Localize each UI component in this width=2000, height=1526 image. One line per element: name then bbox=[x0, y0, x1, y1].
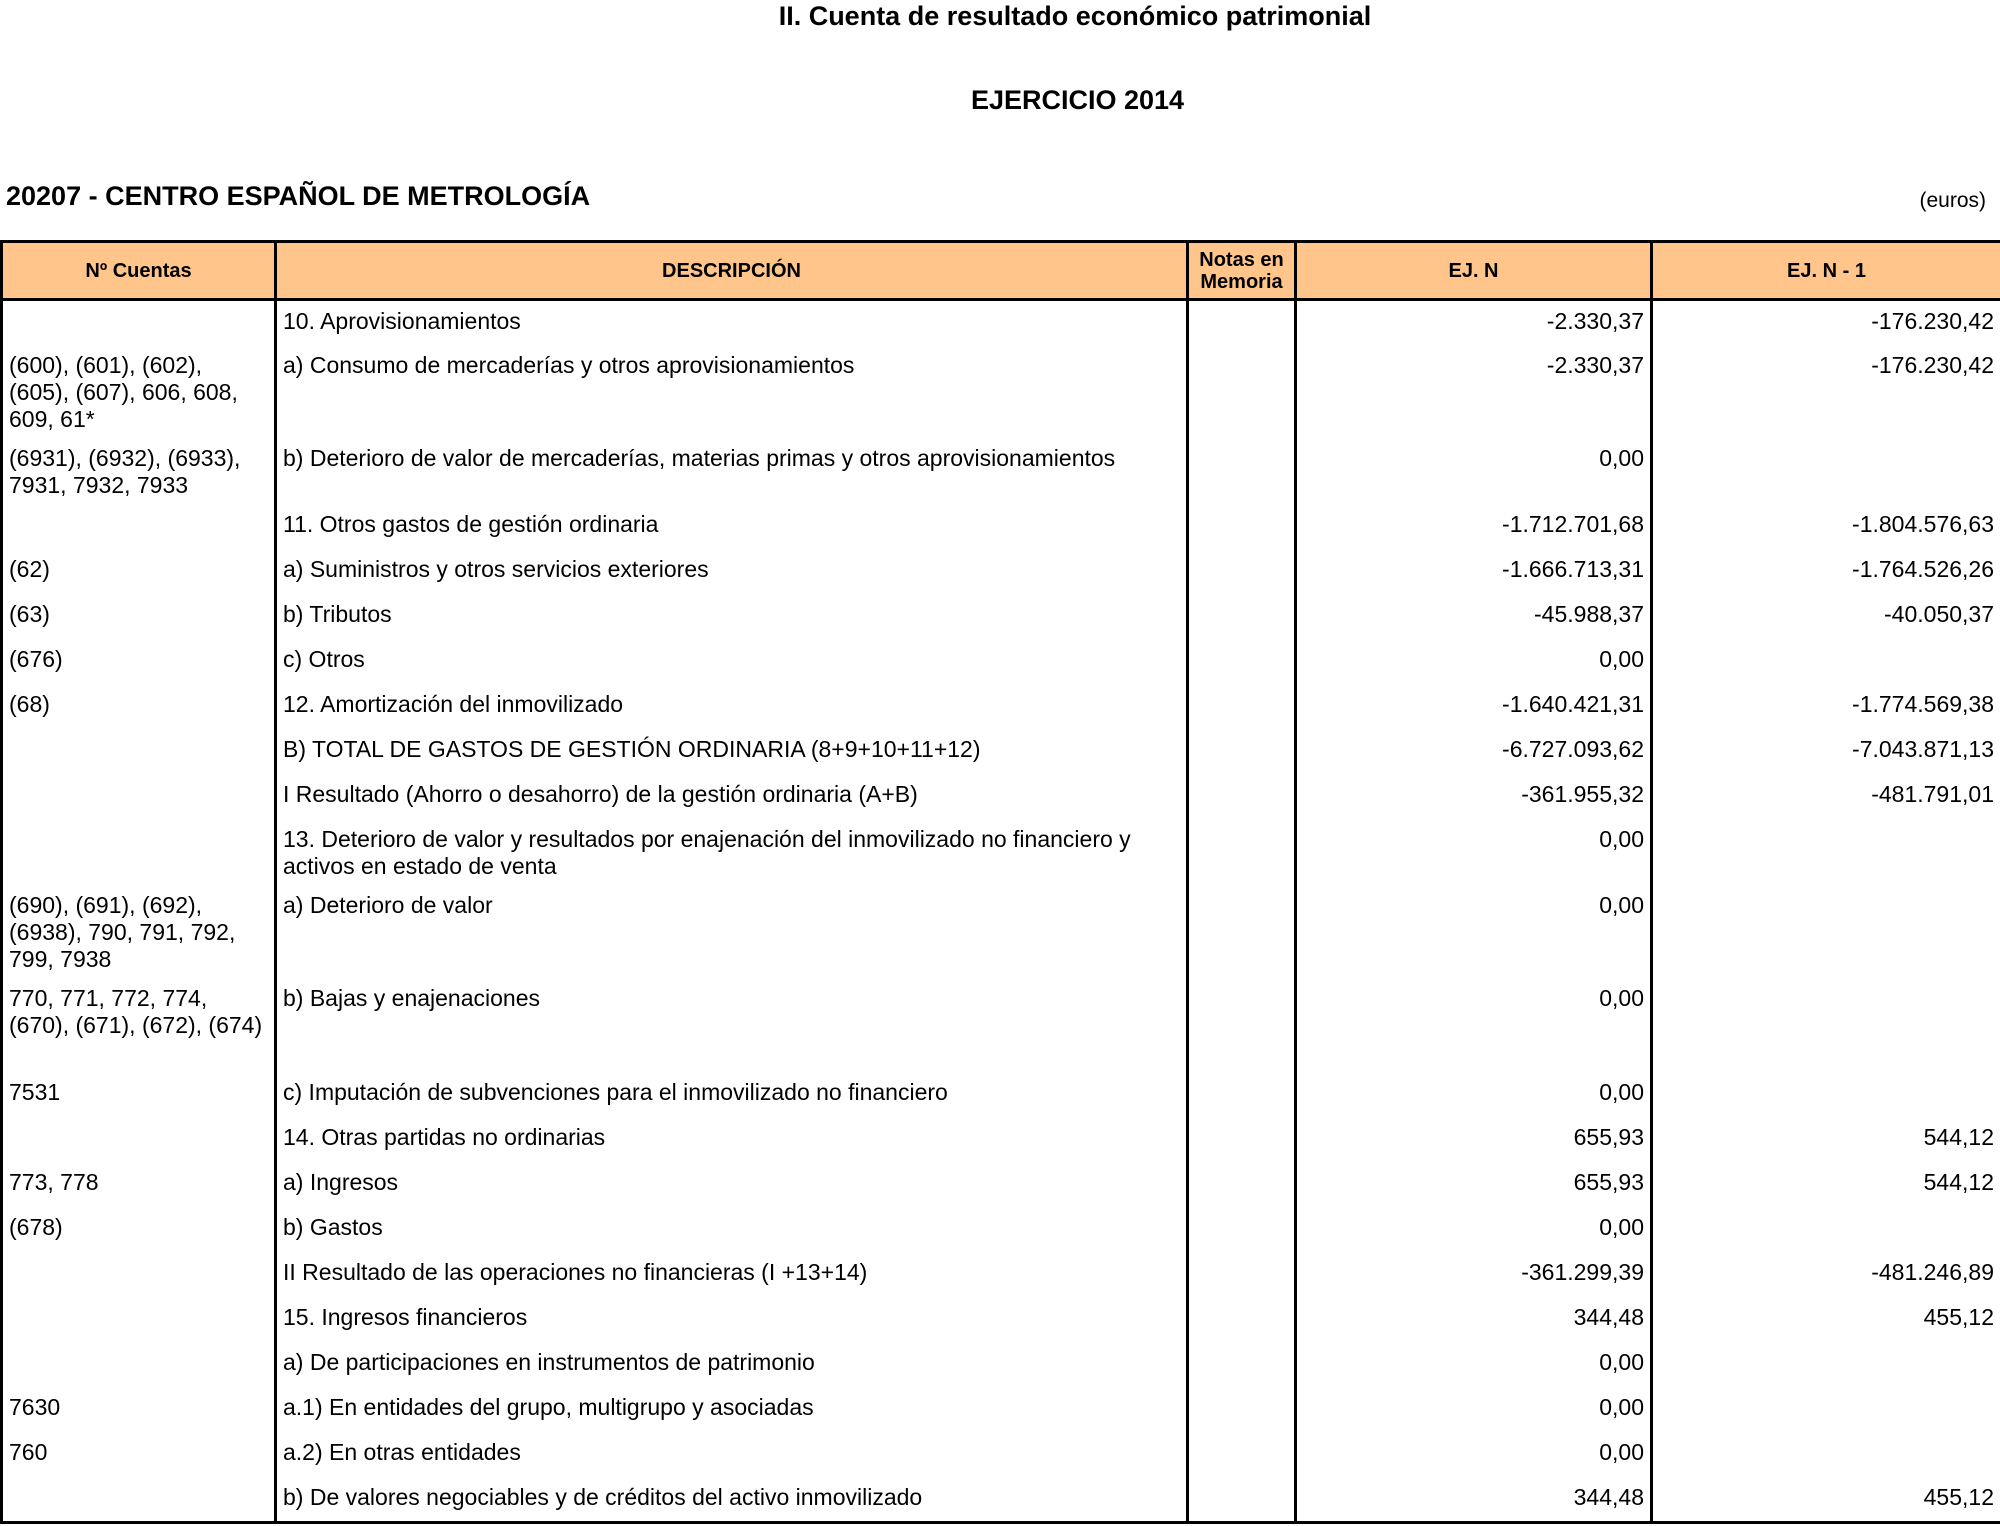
description-cell: I Resultado (Ahorro o desahorro) de la gestión ordinaria (A+B) bbox=[276, 774, 1188, 819]
description-cell: B) TOTAL DE GASTOS DE GESTIÓN ORDINARIA (8+9+10+11+12) bbox=[276, 729, 1188, 774]
current-year-amount-cell: 0,00 bbox=[1296, 978, 1652, 1071]
table-row bbox=[2, 438, 2000, 504]
previous-year-amount-cell: -7.043.871,13 bbox=[1652, 729, 2000, 774]
current-year-amount-cell: 655,93 bbox=[1296, 1162, 1652, 1207]
notes-cell bbox=[1188, 819, 1296, 885]
current-year-amount-cell: 0,00 bbox=[1296, 819, 1652, 885]
table-row bbox=[2, 594, 2000, 639]
previous-year-amount-cell bbox=[1652, 885, 2000, 978]
column-header-description: DESCRIPCIÓN bbox=[276, 242, 1188, 300]
table-row bbox=[2, 885, 2000, 978]
account-codes-cell bbox=[2, 1117, 276, 1162]
table-row bbox=[2, 1387, 2000, 1432]
description-cell: b) De valores negociables y de créditos del activo inmovilizado bbox=[276, 1477, 1188, 1522]
previous-year-amount-cell: 455,12 bbox=[1652, 1297, 2000, 1342]
table-row bbox=[2, 1342, 2000, 1387]
current-year-amount-cell: 344,48 bbox=[1296, 1477, 1652, 1522]
account-codes-cell: (690), (691), (692), (6938), 790, 791, 792, 799, 7938 bbox=[2, 885, 276, 978]
notes-cell bbox=[1188, 639, 1296, 684]
description-cell: a) Deterioro de valor bbox=[276, 885, 1188, 978]
table-row bbox=[2, 1072, 2000, 1117]
account-codes-cell: (63) bbox=[2, 594, 276, 639]
account-codes-cell bbox=[2, 774, 276, 819]
current-year-amount-cell: 0,00 bbox=[1296, 639, 1652, 684]
notes-cell bbox=[1188, 504, 1296, 549]
table-row bbox=[2, 729, 2000, 774]
previous-year-amount-cell: -1.804.576,63 bbox=[1652, 504, 2000, 549]
description-cell: 11. Otros gastos de gestión ordinaria bbox=[276, 504, 1188, 549]
notes-cell bbox=[1188, 1297, 1296, 1342]
table-row bbox=[2, 1297, 2000, 1342]
description-cell: a) Ingresos bbox=[276, 1162, 1188, 1207]
previous-year-amount-cell: -40.050,37 bbox=[1652, 594, 2000, 639]
description-cell: b) Tributos bbox=[276, 594, 1188, 639]
description-cell: b) Bajas y enajenaciones bbox=[276, 978, 1188, 1071]
notes-cell bbox=[1188, 345, 1296, 438]
previous-year-amount-cell: -481.791,01 bbox=[1652, 774, 2000, 819]
account-codes-cell bbox=[2, 729, 276, 774]
current-year-amount-cell: 655,93 bbox=[1296, 1117, 1652, 1162]
table-row bbox=[2, 819, 2000, 885]
previous-year-amount-cell bbox=[1652, 1432, 2000, 1477]
description-cell: a) Consumo de mercaderías y otros aprovisionamientos bbox=[276, 345, 1188, 438]
entity-title: 20207 - CENTRO ESPAÑOL DE METROLOGÍA bbox=[6, 181, 591, 211]
notes-cell bbox=[1188, 1207, 1296, 1252]
previous-year-amount-cell: 544,12 bbox=[1652, 1117, 2000, 1162]
notes-cell bbox=[1188, 885, 1296, 978]
description-cell: 15. Ingresos financieros bbox=[276, 1297, 1188, 1342]
column-header-accounts: Nº Cuentas bbox=[2, 242, 276, 300]
account-codes-cell: (6931), (6932), (6933), 7931, 7932, 7933 bbox=[2, 438, 276, 504]
previous-year-amount-cell bbox=[1652, 1342, 2000, 1387]
income-statement-table bbox=[0, 240, 2000, 1524]
previous-year-amount-cell: -481.246,89 bbox=[1652, 1252, 2000, 1297]
description-cell: 14. Otras partidas no ordinarias bbox=[276, 1117, 1188, 1162]
current-year-amount-cell: -1.666.713,31 bbox=[1296, 549, 1652, 594]
table-row bbox=[2, 1252, 2000, 1297]
notes-cell bbox=[1188, 684, 1296, 729]
table-row bbox=[2, 1207, 2000, 1252]
current-year-amount-cell: 0,00 bbox=[1296, 1342, 1652, 1387]
previous-year-amount-cell bbox=[1652, 438, 2000, 504]
description-cell: 10. Aprovisionamientos bbox=[276, 300, 1188, 345]
notes-cell bbox=[1188, 1117, 1296, 1162]
account-codes-cell: (600), (601), (602), (605), (607), 606, 608, 609, 61* bbox=[2, 345, 276, 438]
description-cell: II Resultado de las operaciones no financieras (I +13+14) bbox=[276, 1252, 1188, 1297]
current-year-amount-cell: 0,00 bbox=[1296, 438, 1652, 504]
previous-year-amount-cell bbox=[1652, 1387, 2000, 1432]
account-codes-cell: 7531 bbox=[2, 1072, 276, 1117]
current-year-amount-cell: 0,00 bbox=[1296, 1207, 1652, 1252]
column-header-notes: Notas en Memoria bbox=[1188, 242, 1296, 300]
account-codes-cell: (62) bbox=[2, 549, 276, 594]
table-row bbox=[2, 1477, 2000, 1522]
current-year-amount-cell: -2.330,37 bbox=[1296, 345, 1652, 438]
notes-cell bbox=[1188, 1072, 1296, 1117]
notes-cell bbox=[1188, 1387, 1296, 1432]
notes-cell bbox=[1188, 978, 1296, 1071]
description-cell: c) Imputación de subvenciones para el inmovilizado no financiero bbox=[276, 1072, 1188, 1117]
previous-year-amount-cell: -1.774.569,38 bbox=[1652, 684, 2000, 729]
description-cell: a.2) En otras entidades bbox=[276, 1432, 1188, 1477]
previous-year-amount-cell bbox=[1652, 1072, 2000, 1117]
notes-cell bbox=[1188, 774, 1296, 819]
account-codes-cell bbox=[2, 1252, 276, 1297]
table-row bbox=[2, 774, 2000, 819]
previous-year-amount-cell: -176.230,42 bbox=[1652, 345, 2000, 438]
description-cell: a.1) En entidades del grupo, multigrupo y asociadas bbox=[276, 1387, 1188, 1432]
notes-cell bbox=[1188, 438, 1296, 504]
current-year-amount-cell: -1.640.421,31 bbox=[1296, 684, 1652, 729]
table-row bbox=[2, 300, 2000, 345]
current-year-amount-cell: 0,00 bbox=[1296, 1387, 1652, 1432]
table-row bbox=[2, 345, 2000, 438]
description-cell: c) Otros bbox=[276, 639, 1188, 684]
notes-cell bbox=[1188, 1162, 1296, 1207]
report-title: II. Cuenta de resultado económico patrimonial bbox=[778, 1, 1372, 31]
account-codes-cell: (678) bbox=[2, 1207, 276, 1252]
account-codes-cell bbox=[2, 1342, 276, 1387]
previous-year-amount-cell bbox=[1652, 819, 2000, 885]
account-codes-cell bbox=[2, 1297, 276, 1342]
table-row bbox=[2, 978, 2000, 1071]
notes-cell bbox=[1188, 300, 1296, 345]
previous-year-amount-cell: -176.230,42 bbox=[1652, 300, 2000, 345]
current-year-amount-cell: -2.330,37 bbox=[1296, 300, 1652, 345]
table-row bbox=[2, 684, 2000, 729]
previous-year-amount-cell: 544,12 bbox=[1652, 1162, 2000, 1207]
current-year-amount-cell: 0,00 bbox=[1296, 885, 1652, 978]
account-codes-cell: 770, 771, 772, 774, (670), (671), (672), (674) bbox=[2, 978, 276, 1071]
account-codes-cell: (676) bbox=[2, 639, 276, 684]
column-header-previous-year: EJ. N - 1 bbox=[1652, 242, 2000, 300]
table-row bbox=[2, 1432, 2000, 1477]
current-year-amount-cell: -6.727.093,62 bbox=[1296, 729, 1652, 774]
current-year-amount-cell: -361.955,32 bbox=[1296, 774, 1652, 819]
table-row bbox=[2, 549, 2000, 594]
current-year-amount-cell: 0,00 bbox=[1296, 1432, 1652, 1477]
table-row bbox=[2, 639, 2000, 684]
description-cell: b) Deterioro de valor de mercaderías, materias primas y otros aprovisionamientos bbox=[276, 438, 1188, 504]
table-body bbox=[2, 300, 2000, 1523]
current-year-amount-cell: -45.988,37 bbox=[1296, 594, 1652, 639]
description-cell: 13. Deterioro de valor y resultados por enajenación del inmovilizado no financiero y activos en estado de venta bbox=[276, 819, 1188, 885]
description-cell: a) De participaciones en instrumentos de patrimonio bbox=[276, 1342, 1188, 1387]
previous-year-amount-cell: -1.764.526,26 bbox=[1652, 549, 2000, 594]
table-row bbox=[2, 504, 2000, 549]
previous-year-amount-cell bbox=[1652, 639, 2000, 684]
notes-cell bbox=[1188, 1252, 1296, 1297]
previous-year-amount-cell bbox=[1652, 1207, 2000, 1252]
current-year-amount-cell: 0,00 bbox=[1296, 1072, 1652, 1117]
current-year-amount-cell: -1.712.701,68 bbox=[1296, 504, 1652, 549]
notes-cell bbox=[1188, 1342, 1296, 1387]
account-codes-cell: 773, 778 bbox=[2, 1162, 276, 1207]
current-year-amount-cell: 344,48 bbox=[1296, 1297, 1652, 1342]
table-header-row bbox=[2, 242, 2000, 300]
fiscal-year-title: EJERCICIO 2014 bbox=[970, 85, 1185, 115]
table-row bbox=[2, 1117, 2000, 1162]
account-codes-cell: (68) bbox=[2, 684, 276, 729]
account-codes-cell bbox=[2, 504, 276, 549]
previous-year-amount-cell: 455,12 bbox=[1652, 1477, 2000, 1522]
notes-cell bbox=[1188, 549, 1296, 594]
account-codes-cell bbox=[2, 819, 276, 885]
description-cell: b) Gastos bbox=[276, 1207, 1188, 1252]
account-codes-cell: 7630 bbox=[2, 1387, 276, 1432]
notes-cell bbox=[1188, 1477, 1296, 1522]
previous-year-amount-cell bbox=[1652, 978, 2000, 1071]
account-codes-cell bbox=[2, 1477, 276, 1522]
description-cell: 12. Amortización del inmovilizado bbox=[276, 684, 1188, 729]
column-header-current-year: EJ. N bbox=[1296, 242, 1652, 300]
notes-cell bbox=[1188, 1432, 1296, 1477]
description-cell: a) Suministros y otros servicios exteriores bbox=[276, 549, 1188, 594]
account-codes-cell bbox=[2, 300, 276, 345]
currency-units: (euros) bbox=[1919, 189, 1986, 212]
table-row bbox=[2, 1162, 2000, 1207]
notes-cell bbox=[1188, 729, 1296, 774]
current-year-amount-cell: -361.299,39 bbox=[1296, 1252, 1652, 1297]
account-codes-cell: 760 bbox=[2, 1432, 276, 1477]
notes-cell bbox=[1188, 594, 1296, 639]
